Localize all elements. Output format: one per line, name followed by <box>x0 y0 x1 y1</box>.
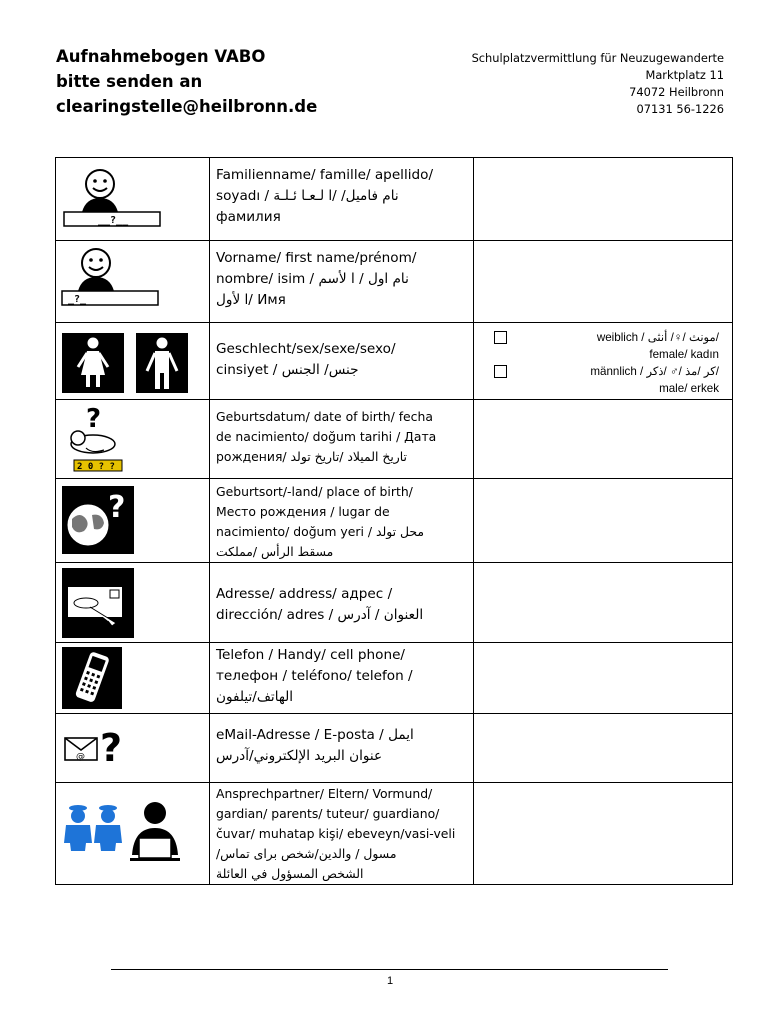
form-row-phone <box>56 643 733 714</box>
sender-address-block <box>472 50 724 118</box>
contact-person-label <box>210 783 474 885</box>
first-name-label <box>210 241 474 323</box>
female-option-line2: female/ kadın <box>649 348 719 361</box>
male-option-line2: male/ erkek <box>659 382 719 395</box>
contact-label-line2: gardian/ parents/ tuteur/ guardiano/ <box>216 806 440 821</box>
surname-label <box>210 158 474 241</box>
mobile-phone-icon <box>56 643 210 714</box>
icon-cell <box>56 563 210 643</box>
gender-option-female[interactable] <box>494 329 732 363</box>
gender-options-cell <box>474 323 733 400</box>
contact-label-line1: Ansprechpartner/ Eltern/ Vormund/ <box>216 786 433 801</box>
form-row-birth-place <box>56 479 733 563</box>
female-checkbox[interactable] <box>494 331 507 344</box>
email-label-line1-arabic: ایمل <box>388 727 414 743</box>
female-option-text <box>529 329 719 363</box>
document-title-block <box>56 44 317 119</box>
first-name-label-line2 <box>216 269 467 290</box>
surname-label-line2-latin: soyadı / <box>216 188 270 204</box>
first-name-label-line3 <box>216 290 467 311</box>
svg-text:?: ? <box>86 404 102 434</box>
contact-persons-icon <box>56 783 210 880</box>
footer-divider <box>111 969 668 970</box>
gender-label-line2-arabic: جنس/ الجنس <box>281 362 359 378</box>
phone-label-line2: телефон / teléfono/ telefon / <box>216 668 413 684</box>
phone-label <box>210 643 474 714</box>
icon-cell <box>56 400 210 479</box>
icon-cell <box>56 643 210 714</box>
surname-label-line2-arabic: نام فامیل/ /ا لـعـا ئـلـة <box>273 188 399 204</box>
person-surname-icon <box>56 158 210 241</box>
email-label-line2: عنوان البريد الإلكتروني/آدرس <box>216 748 383 764</box>
address-label-line2-latin: dirección/ adres / <box>216 607 334 623</box>
form-row-surname <box>56 158 733 241</box>
birth-place-label-line1: Geburtsort/-land/ place of birth/ <box>216 484 413 499</box>
email-question-icon <box>56 714 210 783</box>
svg-text:@: @ <box>76 752 85 762</box>
gender-label-line2-latin: cinsiyet / <box>216 362 278 378</box>
surname-input-cell[interactable] <box>474 158 733 241</box>
birth-date-label-line3-arabic: تاريخ الميلاد /تاریخ تولد <box>290 449 408 464</box>
form-row-first-name <box>56 241 733 323</box>
contact-person-input-cell[interactable] <box>474 783 733 885</box>
form-row-address <box>56 563 733 643</box>
birth-date-label-line2: de nacimiento/ doğum tarihi / Дата <box>216 429 437 444</box>
svg-text:?: ? <box>100 726 123 770</box>
form-row-email <box>56 714 733 783</box>
globe-question-icon <box>56 479 210 561</box>
birth-place-label-line2: Место рождения / lugar de <box>216 504 390 519</box>
male-option-line1: männlich / کر /مذ /♂ /ذكر/ <box>590 365 719 378</box>
form-row-gender <box>56 323 733 400</box>
email-input-cell[interactable] <box>474 714 733 783</box>
form-row-birth-date <box>56 400 733 479</box>
surname-label-line1: Familienname/ famille/ apellido/ <box>216 167 434 183</box>
contact-label-line5: الشخص المسؤول في العائلة <box>216 866 364 881</box>
surname-label-line2 <box>216 186 467 207</box>
document-title: Aufnahmebogen VABO <box>56 47 266 66</box>
first-name-input-cell[interactable] <box>474 241 733 323</box>
birth-place-label-line3 <box>216 522 467 542</box>
gender-label-line2 <box>216 360 467 381</box>
surname-label-line3: фамилия <box>216 209 281 225</box>
clearing-email: clearingstelle@heilbronn.de <box>56 97 318 116</box>
birth-place-label <box>210 479 474 563</box>
phone-input-cell[interactable] <box>474 643 733 714</box>
address-label <box>210 563 474 643</box>
icon-cell <box>56 783 210 885</box>
birth-date-input-cell[interactable] <box>474 400 733 479</box>
svg-text:2 0 ? ?: 2 0 ? ? <box>77 462 115 472</box>
birth-place-label-line3-latin: nacimiento/ doğum yeri / <box>216 524 373 539</box>
phone-label-line3: الهاتف/تيلفون <box>216 689 294 705</box>
contact-label-line4: مسول / والدين/شخص برای تماس/ <box>216 846 397 861</box>
icon-cell <box>56 241 210 323</box>
registration-form-table <box>55 157 733 885</box>
email-label-line1 <box>216 725 467 746</box>
address-label-line1: Adresse/ address/ адрес / <box>216 586 393 602</box>
contact-label-line3: čuvar/ muhatap kişi/ ebeveyn/vasi-veli <box>216 826 456 841</box>
address-input-cell[interactable] <box>474 563 733 643</box>
birth-place-input-cell[interactable] <box>474 479 733 563</box>
first-name-label-line2-arabic: نام اول / ا لأسم <box>318 271 409 287</box>
male-checkbox[interactable] <box>494 365 507 378</box>
first-name-label-line3-latin: / Имя <box>248 292 286 308</box>
svg-text:?: ? <box>108 490 126 525</box>
svg-text:_?_: _?_ <box>68 294 87 305</box>
first-name-label-line1: Vorname/ first name/prénom/ <box>216 250 417 266</box>
send-instruction: bitte senden an <box>56 72 203 91</box>
phone-number: 07131 56-1226 <box>636 102 724 116</box>
baby-date-icon <box>56 400 210 479</box>
envelope-hand-icon <box>56 563 210 643</box>
male-option-text <box>529 363 719 397</box>
page-number: 1 <box>386 975 394 987</box>
icon-cell <box>56 479 210 563</box>
organization-name: Schulplatzvermittlung für Neuzugewanderte <box>471 51 724 65</box>
city-address: 74072 Heilbronn <box>629 85 724 99</box>
phone-label-line1: Telefon / Handy/ cell phone/ <box>216 647 406 663</box>
icon-cell <box>56 323 210 400</box>
birth-date-label-line1: Geburtsdatum/ date of birth/ fecha <box>216 409 433 424</box>
birth-date-label-line3 <box>216 447 467 467</box>
birth-place-label-line4: مسقط الرأس /مملکت <box>216 544 334 559</box>
birth-date-label-line3-latin: рождения/ <box>216 449 287 464</box>
address-label-line2-arabic: العنوان / آدرس <box>337 607 424 623</box>
address-label-line2 <box>216 605 467 626</box>
gender-label <box>210 323 474 400</box>
street-address: Marktplatz 11 <box>645 68 724 82</box>
form-row-contact-person <box>56 783 733 885</box>
email-label <box>210 714 474 783</box>
female-male-icon <box>56 323 210 400</box>
gender-label-line1: Geschlecht/sex/sexe/sexo/ <box>216 341 396 357</box>
email-label-line1-latin: eMail-Adresse / E-posta / <box>216 727 384 743</box>
first-name-label-line3-arabic: ا لأول <box>216 292 249 308</box>
birth-date-label <box>210 400 474 479</box>
female-option-line1: weiblich / مونث /♀/ أنثى/ <box>596 331 719 344</box>
birth-place-label-line3-arabic: محل تولد <box>375 524 425 539</box>
gender-option-male[interactable] <box>494 363 732 397</box>
svg-text:__?__: __?__ <box>98 215 129 226</box>
person-first-name-icon <box>56 241 210 323</box>
icon-cell <box>56 158 210 241</box>
first-name-label-line2-latin: nombre/ isim / <box>216 271 315 287</box>
icon-cell <box>56 714 210 783</box>
